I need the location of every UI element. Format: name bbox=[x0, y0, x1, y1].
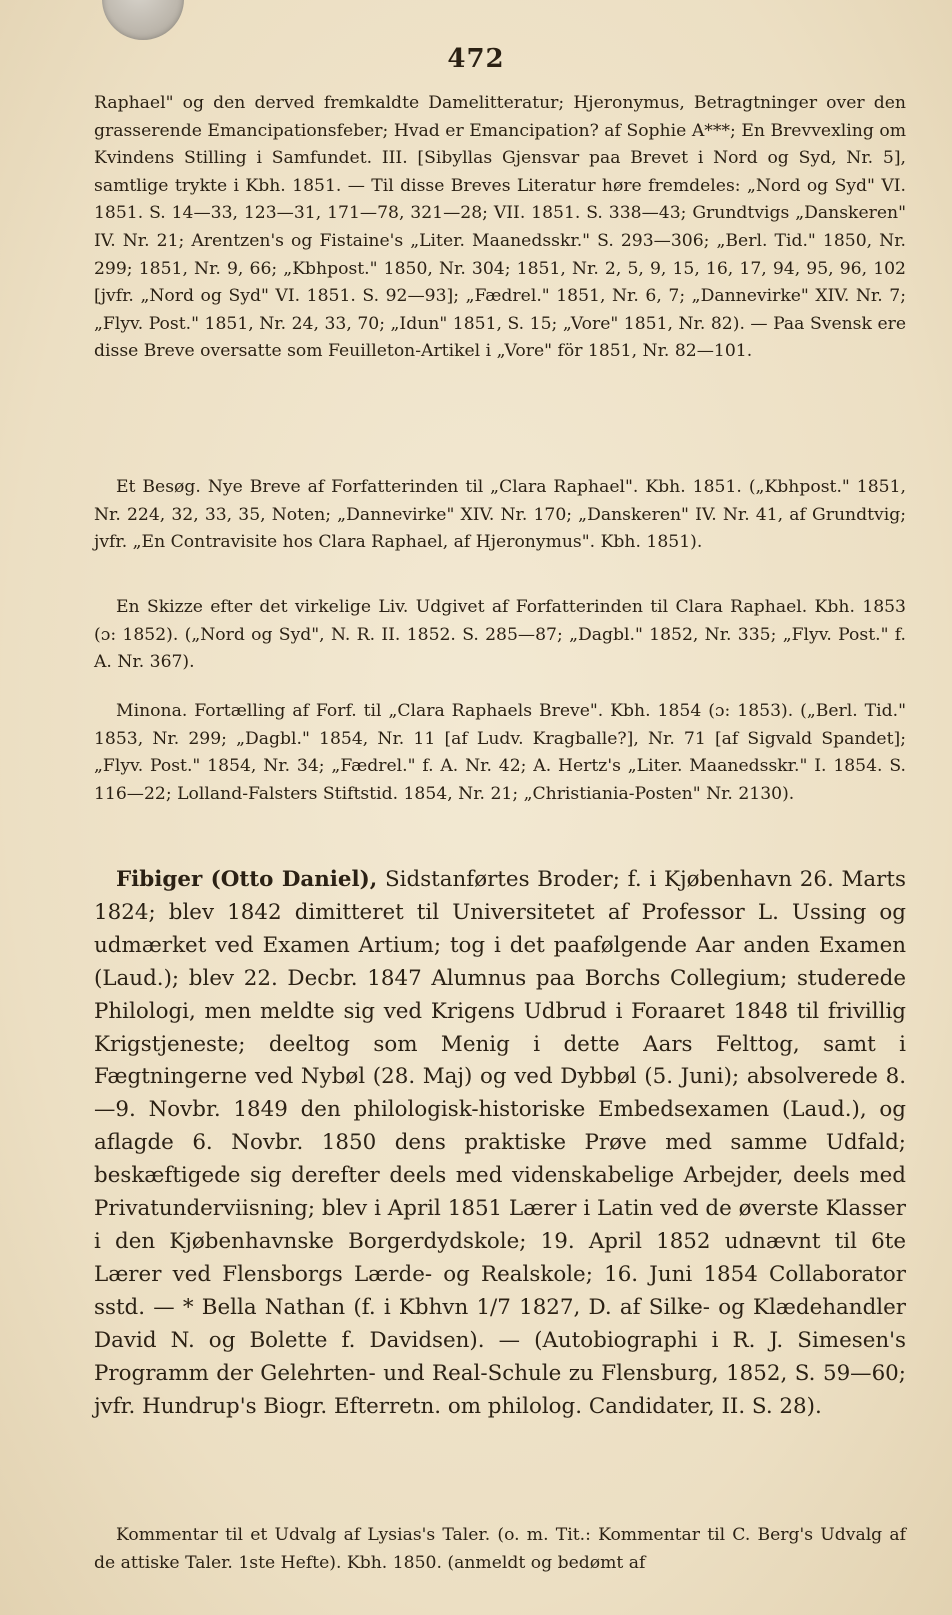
biography-text: Sidstanførtes Broder; f. i Kjøbenhavn 26. Marts 1824; blev 1842 dimitteret til Universitetet af Professor L. Ussing og udmærket ved Examen Artium; tog i det paafølgende Aar anden Examen (Laud.); blev 22. Decbr. 1847 Alumnus paa Borchs Collegium; studerede Philologi, men meldte sig ved Krigens Udbrud i Foraaret 1848 til frivillig Krigstjeneste; deeltog som Menig i dette Aars Felttog, samt i Fægtningerne ved Nybøl (28. Maj) og ved Dybbøl (5. Juni); absolverede 8.—9. Novbr. 1849 den philologisk-historiske Embedsexamen (Laud.), og aflagde 6. Novbr. 1850 dens praktiske Prøve med samme Udfald; beskæftigede sig derefter deels med videnskabelige Arbejder, deels med Privatunderviisning; blev i April 1851 Lærer i Latin ved de øverste Klasser i den Kjøbenhavnske Borgerdydskole; 19. April 1852 udnævnt til 6te Lærer ved Flensborgs Lærde- og Realskole; 16. Juni 1854 Collaborator sstd. — * Bella Nathan (f. i Kbhvn 1/7 1827, D. af Silke- og Klædehandler David N. og Bolette f. Davidsen). — (Autobiographi i R. J. Simesen's Programm der Gelehrten- und Real-Schule zu Flensburg, 1852, S. 59—60; jvfr. Hundrup's Biogr. Efterretn. om philolog. Candidater, II. S. 28). bbox=[94, 867, 906, 1419]
paragraph-fibiger-biography bbox=[94, 864, 906, 1423]
page-number: 472 bbox=[447, 44, 505, 74]
paragraph-en-skizze: En Skizze efter det virkelige Liv. Udgivet af Forfatterinden til Clara Raphael. Kbh. 1853 (ɔ: 1852). („Nord og Syd", N. R. II. 1852. S. 285—87; „Dagbl." 1852, Nr. 335; „Flyv. Post." f. A. Nr. 367). bbox=[94, 597, 906, 673]
paragraph-letters-literature: Raphael" og den derved fremkaldte Damelitteratur; Hjeronymus, Betragtninger over den grasserende Emancipationsfeber; Hvad er Emancipation? af Sophie A***; En Brevvexling om Kvindens Stilling i Samfundet. III. [Sibyllas Gjensvar paa Brevet i Nord og Syd, Nr. 5], samtlige trykte i Kbh. 1851. — Til disse Breves Literatur høre fremdeles: „Nord og Syd" VI. 1851. S. 14—33, 123—31, 171—78, 321—28; VII. 1851. S. 338—43; Grundtvigs „Danskeren" IV. Nr. 21; Arentzen's og Fistaine's „Liter. Maanedsskr." S. 293—306; „Berl. Tid." 1850, Nr. 299; 1851, Nr. 9, 66; „Kbhpost." 1850, Nr. 304; 1851, Nr. 2, 5, 9, 15, 16, 17, 94, 95, 96, 102 [jvfr. „Nord og Syd" VI. 1851. S. 92—93]; „Fædrel." 1851, Nr. 6, 7; „Dannevirke" XIV. Nr. 7; „Flyv. Post." 1851, Nr. 24, 33, 70; „Idun" 1851, S. 15; „Vore" 1851, Nr. 82). — Paa Svensk ere disse Breve oversatte som Feuilleton-Artikel i „Vore" för 1851, Nr. 82—101. bbox=[94, 93, 906, 362]
entry-name-fibiger: Fibiger (Otto Daniel), bbox=[116, 867, 378, 892]
paragraph-et-besog: Et Besøg. Nye Breve af Forfatterinden til „Clara Raphael". Kbh. 1851. („Kbhpost." 1851, Nr. 224, 32, 33, 35, Noten; „Dannevirke" XIV. Nr. 170; „Danskeren" IV. Nr. 41, af Grundtvig; jvfr. „En Contravisite hos Clara Raphael, af Hjeronymus". Kbh. 1851). bbox=[94, 477, 906, 553]
punched-hole bbox=[102, 0, 184, 40]
paragraph-minona: Minona. Fortælling af Forf. til „Clara Raphaels Breve". Kbh. 1854 (ɔ: 1853). („Berl. Tid." 1853, Nr. 299; „Dagbl." 1854, Nr. 11 [af Ludv. Kragballe?], Nr. 71 [af Sigvald Spandet]; „Flyv. Post." 1854, Nr. 34; „Fædrel." f. A. Nr. 42; A. Hertz's „Liter. Maanedsskr." I. 1854. S. 116—22; Lolland-Falsters Stiftstid. 1854, Nr. 21; „Christiania-Posten" Nr. 2130). bbox=[94, 701, 906, 804]
paragraph-kommentar: Kommentar til et Udvalg af Lysias's Taler. (o. m. Tit.: Kommentar til C. Berg's Udvalg af de attiske Taler. 1ste Hefte). Kbh. 1850. (anmeldt og bedømt af bbox=[94, 1525, 906, 1573]
